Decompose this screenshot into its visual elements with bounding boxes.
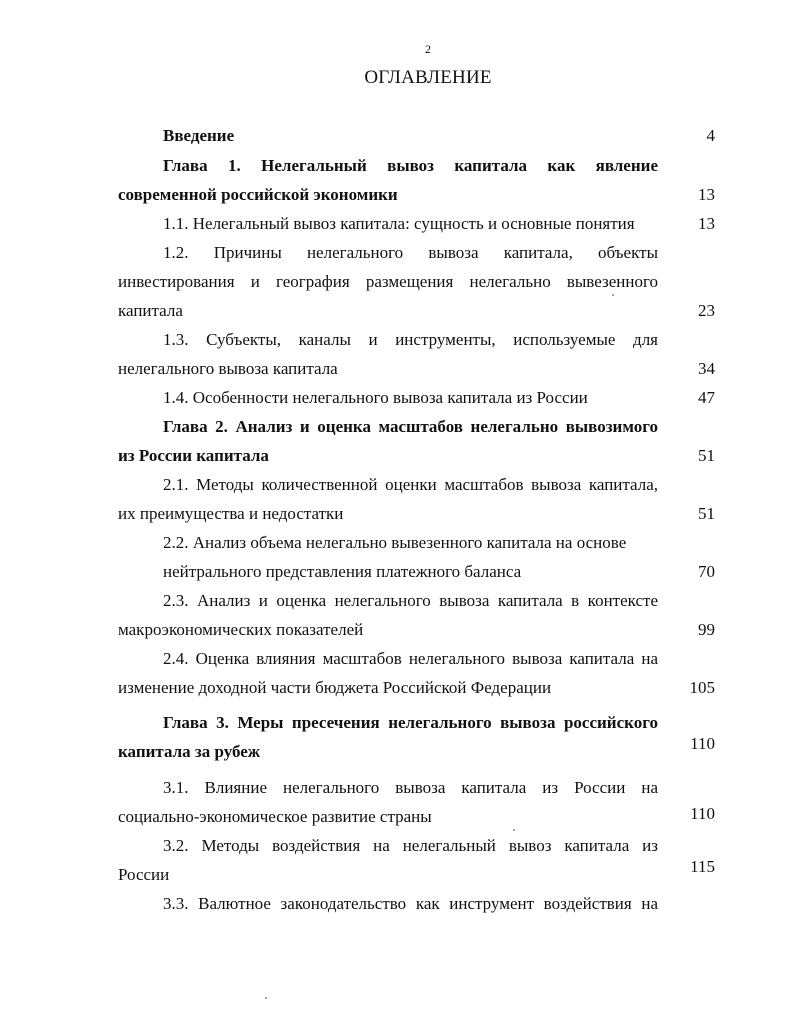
page-title: ОГЛАВЛЕНИЕ [364,67,492,88]
scan-speck [265,997,267,999]
toc-3-2-line1: 3.2. Методы воздействия на нелегальный вывоз капитала из [163,836,658,855]
toc-1-1-label: 1.1. Нелегальный вывоз капитала: сущность и основные понятия [163,214,635,233]
toc-1-4-label: 1.4. Особенности нелегального вывоза капитала из России [163,388,588,407]
toc-2-1-page: 51 [698,504,715,523]
toc-ch3-page: 110 [690,734,715,753]
toc-1-4-page: 47 [698,388,715,407]
toc-ch2-title-line2: из России капитала [118,446,269,465]
toc-2-4-line1: 2.4. Оценка влияния масштабов нелегального вывоза капитала на [163,649,658,668]
toc-3-2-line2: России [118,865,170,884]
toc-1-1-page: 13 [698,214,715,233]
toc-ch1-title-line1: Глава 1. Нелегальный вывоз капитала как явление [163,156,658,175]
scan-speck [612,294,614,296]
toc-3-3-line1: 3.3. Валютное законодательство как инструмент воздействия на [163,894,658,913]
toc-intro-label: Введение [163,126,235,145]
toc-2-2-page: 70 [698,562,715,581]
toc-3-1-line2: социально-экономическое развитие страны [118,807,432,826]
toc-3-1-page: 110 [690,804,715,823]
toc-ch1-page: 13 [698,185,715,204]
toc-ch2-page: 51 [698,446,715,465]
toc-2-2-line1: 2.2. Анализ объема нелегально вывезенного капитала на основе [163,533,627,552]
toc-3-2-page: 115 [690,857,715,876]
toc-1-2-line2: инвестирования и география размещения нелегально вывезенного [118,272,658,291]
toc-2-4-line2: изменение доходной части бюджета Российской Федерации [118,678,552,697]
toc-2-1-line1: 2.1. Методы количественной оценки масштабов вывоза капитала, [163,475,658,494]
toc-3-1-line1: 3.1. Влияние нелегального вывоза капитала из России на [163,778,658,797]
toc-1-3-page: 34 [698,359,715,378]
toc-2-2-line2: нейтрального представления платежного баланса [163,562,522,581]
toc-intro-page: 4 [706,126,715,145]
toc-1-3-line1: 1.3. Субъекты, каналы и инструменты, используемые для [163,330,658,349]
toc-ch1-title-line2: современной российской экономики [118,185,398,204]
toc-1-3-line2: нелегального вывоза капитала [118,359,338,378]
toc-2-1-line2: их преимущества и недостатки [118,504,344,523]
toc-1-2-line3: капитала [118,301,183,320]
toc-ch3-title-line2: капитала за рубеж [118,742,261,761]
toc-ch2-title-line1: Глава 2. Анализ и оценка масштабов нелегально вывозимого [163,417,658,436]
scan-speck [513,829,515,831]
toc-2-4-page: 105 [689,678,715,697]
toc-ch3-title-line1: Глава 3. Меры пресечения нелегального вывоза российского [163,713,658,732]
toc-1-2-page: 23 [698,301,715,320]
page-number: 2 [425,42,431,56]
toc-2-3-line2: макроэкономических показателей [118,620,364,639]
toc-1-2-line1: 1.2. Причины нелегального вывоза капитала, объекты [163,243,658,262]
toc-2-3-page: 99 [698,620,715,639]
toc-2-3-line1: 2.3. Анализ и оценка нелегального вывоза капитала в контексте [163,591,658,610]
